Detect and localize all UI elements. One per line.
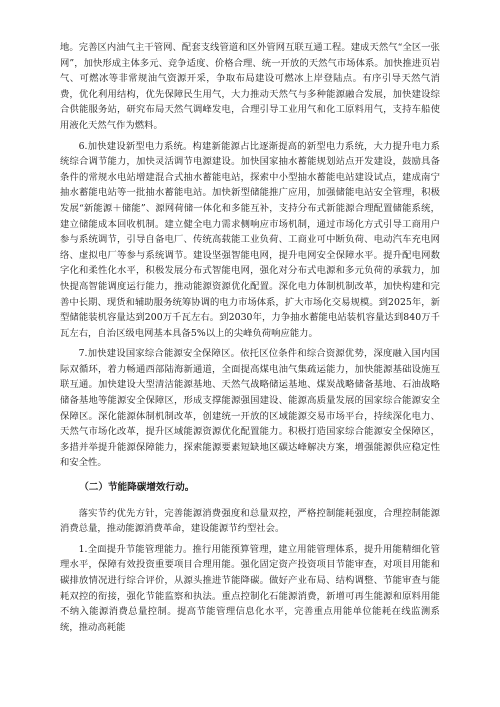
paragraph-energy-saving-policy: 落实节约优先方针，完善能源消费强度和总量双控，严格控制能耗强度，合理控制能源消费总量，推动能源消费革命，建设能源节约型社会。 (60, 507, 440, 535)
paragraph-energy-security: 7.加快建设国家综合能源安全保障区。依托区位条件和综合资源优势，深度融入国内国际双循环，着力畅通西部陆海新通道，全面提高煤电油气集疏运能力，加快能源基础设施互联互通。加快建设大型清洁能源基地、天然气战略储运基地、煤炭战略储备基地、石油战略储备基地等能源安全保障区，形成支撑能源强国建设、能源高质量发展的国家综合能源安全保障区。深化能源体制机制改革，创建统一开放的区域能源交易市场平台，持续深化电力、天然气市场化改革，提升区域能源资源优化配置能力。积极打造国家综合能源安全保障区，多措并举提升能源保障能力，探索能源要素短缺地区碳达峰解决方案，增强能源供应稳定性和安全性。 (60, 348, 440, 469)
paragraph-gas-network: 地。完善区内油气主干管网、配套支线管道和区外管网互联互通工程。建成天然气“全区一张网”，加快形成主体多元、竞争适度、价格合理、统一开放的天然气市场体系。加快推进页岩气、可燃冰等非常规油气资源开采，争取布局建设可燃冰上岸登陆点。有序引导天然气消费，优化利用结构，优先保障民生用气，大力推动天然气与多种能源融合发展，加快建设综合供能服务站，研究布局天然气调峰发电，合理引导工业用气和化工原料用气，支持车船使用液化天然气作为燃料。 (60, 42, 440, 131)
paragraph-energy-management: 1.全面提升节能管理能力。推行用能预算管理，建立用能管理体系，提升用能精细化管理水平，保障有效投资重要项目合理用能。强化固定资产投资项目节能审查，对项目用能和碳排放情况进行综合评价，从源头推进节能降碳。做好产业布局、结构调整、节能审查与能耗双控的衔接，强化节能监察和执法。重点控制化石能源消费，新增可再生能源和原料用能不纳入能源消费总量控制。提高节能管理信息化水平，完善重点用能单位能耗在线监测系统，推动高耗能 (60, 543, 440, 633)
paragraph-power-system: 6.加快建设新型电力系统。构建新能源占比逐渐提高的新型电力系统，大力提升电力系统综合调节能力，加快灵活调节电源建设。加快国家抽水蓄能规划站点开发建设，鼓励具备条件的常规水电站增建混合式抽水蓄能电站，探索中小型抽水蓄能电站建设试点，建成南宁抽水蓄能电站等一批抽水蓄能电站。加快新型储能推广应用，加强储能电站安全管理，积极发展“新能源＋储能”、源网荷储一体化和多能互补，支持分布式新能源合理配置储能系统，建立储能成本回收机制。建立健全电力需求侧响应市场机制，通过市场化方式引导工商用户参与系统调节，引导自备电厂、传统高载能工业负荷、工商业可中断负荷、电动汽车充电网络、虚拟电厂等参与系统调节。建设坚强智能电网，提升电网安全保障水平。提升配电网数字化和柔性化水平，积极发展分布式智能电网，强化对分布式电源和多元负荷的承载力，加快提高智能调度运行能力，推动能源资源优化配置。深化电力体制机制改革，加快构建和完善中长期、现货和辅助服务统筹协调的电力市场体系，扩大市场化交易规模。到2025年，新型储能装机容量达到200万千瓦左右。到2030年，力争抽水蓄能电站装机容量达到840万千瓦左右，自治区级电网基本具备5%以上的尖峰负荷响应能力。 (60, 140, 440, 339)
section-heading: （二）节能降碳增效行动。 (79, 482, 195, 494)
